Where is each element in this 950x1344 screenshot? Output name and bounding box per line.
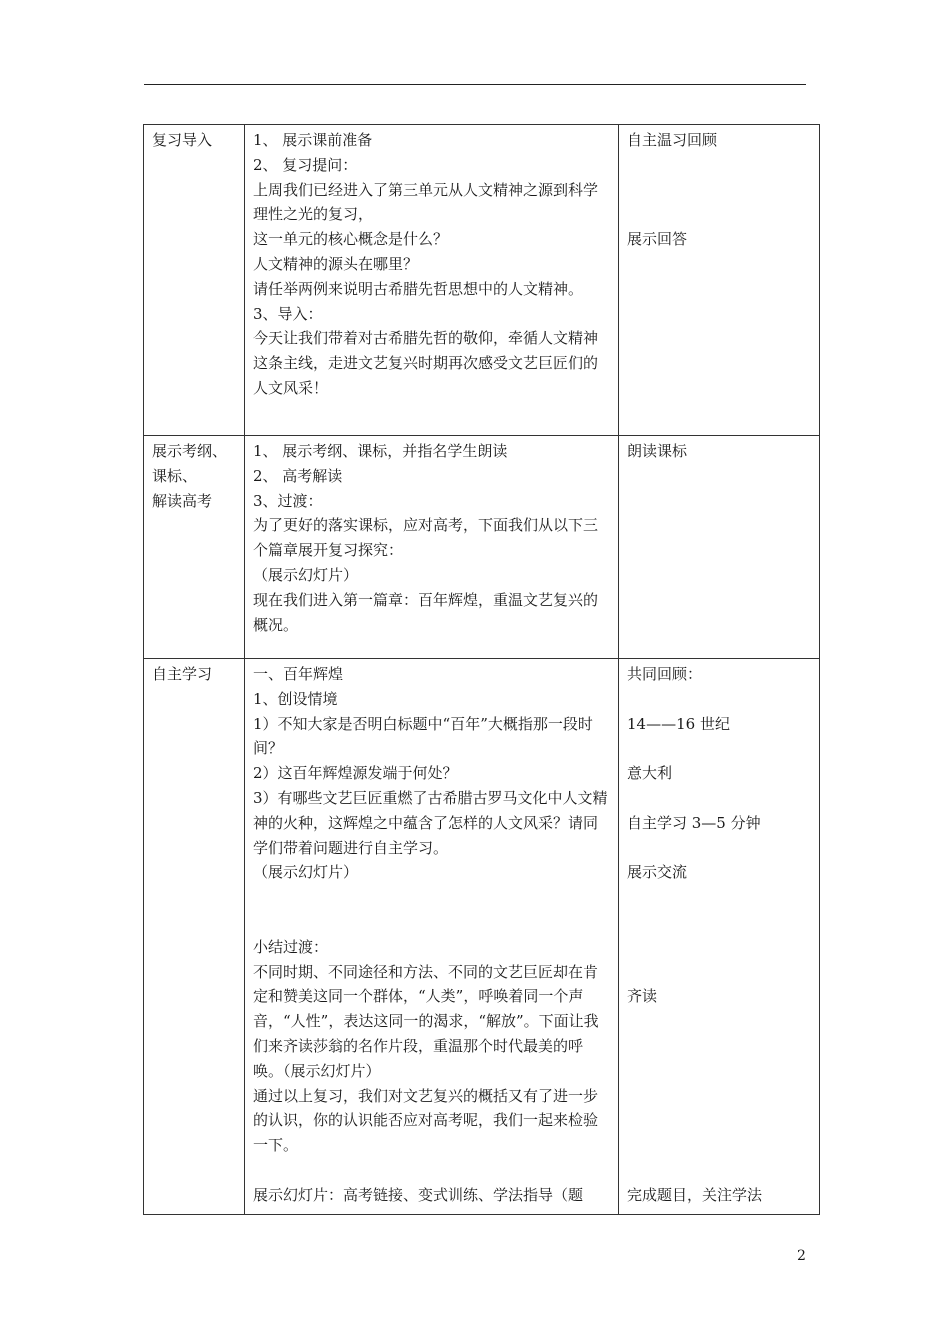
text-line: 朗读课标 — [627, 442, 688, 460]
text-line: 2）这百年辉煌源发端于何处？ — [253, 764, 458, 783]
text-line: 2、 高考解读 — [253, 466, 343, 485]
student-activity-text — [627, 662, 811, 1208]
text-line: 2、 复习提问： — [253, 155, 358, 174]
text-line: 解读高考 — [152, 491, 213, 510]
text-line: 不同时期、不同途径和方法、不同的文艺巨匠却在肯定和赞美这同一个群体，“人类”，呼唤着同一个声音，“人性”，表达这同一的渴求，“解放”。下面让我们来齐读莎翁的名作片段，重温那个时代最美的呼唤。（展示幻灯片） — [253, 962, 599, 1080]
text-line: 人文精神的源头在哪里？ — [253, 254, 419, 273]
table-row — [144, 436, 820, 659]
blank-line — [627, 153, 811, 178]
blank-line — [627, 1084, 811, 1109]
blank-line — [627, 202, 811, 227]
text-line: 这一单元的核心概念是什么？ — [253, 230, 449, 249]
text-line: 为了更好的落实课标，应对高考，下面我们从以下三个篇章展开复习探究： — [253, 516, 599, 560]
student-activity-text — [627, 439, 811, 464]
stage-cell — [144, 659, 245, 1215]
text-line: 3、过渡： — [253, 491, 323, 510]
blank-line — [627, 687, 811, 712]
text-line: 复习导入 — [152, 131, 213, 149]
text-line: 自主学习 — [152, 665, 213, 683]
blank-line — [253, 910, 610, 935]
text-line: 3、导入： — [253, 304, 323, 323]
blank-line — [627, 178, 811, 203]
blank-line — [627, 960, 811, 985]
text-line: 意大利 — [627, 764, 673, 783]
text-line: 今天让我们带着对古希腊先哲的敬仰，牵循人文精神这条主线，走进文艺复兴时期再次感受文艺巨匠们的人文风采！ — [253, 329, 599, 397]
blank-line — [627, 836, 811, 861]
blank-line — [627, 1059, 811, 1084]
stage-cell — [144, 125, 245, 436]
text-line: 展示回答 — [627, 230, 688, 249]
stage-text — [152, 662, 236, 687]
blank-line — [627, 736, 811, 761]
blank-line — [627, 786, 811, 811]
blank-line — [627, 1133, 811, 1158]
teacher-activity-text — [253, 128, 610, 401]
table-row — [144, 659, 820, 1215]
text-line: 一、百年辉煌 — [253, 665, 344, 683]
blank-line — [627, 1158, 811, 1183]
blank-line — [253, 885, 610, 910]
text-line: 共同回顾： — [627, 665, 703, 683]
blank-line — [627, 910, 811, 935]
text-line: 完成题目，关注学法 — [627, 1185, 763, 1204]
student-activity-cell — [619, 436, 820, 659]
text-line: 请任举两例来说明古希腊先哲思想中的人文精神。 — [253, 279, 584, 298]
table-row — [144, 125, 820, 436]
text-line: 自主温习回顾 — [627, 131, 718, 149]
text-line: （展示幻灯片） — [253, 863, 359, 882]
text-line: 1、 展示考纲、课标，并指名学生朗读 — [253, 442, 508, 460]
text-line: 小结过渡： — [253, 937, 329, 956]
text-line: （展示幻灯片） — [253, 565, 359, 584]
page-number: 2 — [797, 1248, 806, 1264]
student-activity-text — [627, 128, 811, 252]
text-line: 1、创设情境 — [253, 689, 338, 708]
blank-line — [627, 935, 811, 960]
text-line: 1）不知大家是否明白标题中“百年”大概指那一段时间？ — [253, 714, 593, 758]
stage-text — [152, 439, 236, 513]
teacher-activity-cell — [245, 659, 619, 1215]
text-line: 展示幻灯片：高考链接、变式训练、学法指导（题 — [253, 1185, 584, 1204]
lesson-plan-table — [143, 124, 820, 1215]
text-line: 现在我们进入第一篇章：百年辉煌，重温文艺复兴的概况。 — [253, 590, 599, 634]
blank-line — [253, 1158, 610, 1183]
teacher-activity-cell — [245, 436, 619, 659]
text-line: 自主学习 3—5 分钟 — [627, 813, 761, 832]
blank-line — [627, 1108, 811, 1133]
student-activity-cell — [619, 659, 820, 1215]
text-line: 14——16 世纪 — [627, 714, 730, 733]
text-line: 齐读 — [627, 987, 658, 1006]
text-line: 上周我们已经进入了第三单元从人文精神之源到科学理性之光的复习， — [253, 180, 599, 224]
text-line: 展示交流 — [627, 863, 688, 882]
text-line: 通过以上复习，我们对文艺复兴的概括又有了进一步的认识，你的认识能否应对高考呢，我们一起来检验一下。 — [253, 1086, 599, 1155]
blank-line — [627, 1034, 811, 1059]
text-line: 1、 展示课前准备 — [253, 131, 373, 149]
blank-line — [627, 885, 811, 910]
stage-text — [152, 128, 236, 153]
stage-cell — [144, 436, 245, 659]
teacher-activity-cell — [245, 125, 619, 436]
text-line: 课标、 — [152, 466, 198, 485]
student-activity-cell — [619, 125, 820, 436]
blank-line — [627, 1009, 811, 1034]
teacher-activity-text — [253, 439, 610, 637]
text-line: 展示考纲、 — [152, 442, 228, 460]
text-line: 3）有哪些文艺巨匠重燃了古希腊古罗马文化中人文精神的火种，这辉煌之中蕴含了怎样的人文风采？请同学们带着问题进行自主学习。 — [253, 788, 608, 857]
header-rule — [144, 84, 806, 85]
teacher-activity-text — [253, 662, 610, 1208]
